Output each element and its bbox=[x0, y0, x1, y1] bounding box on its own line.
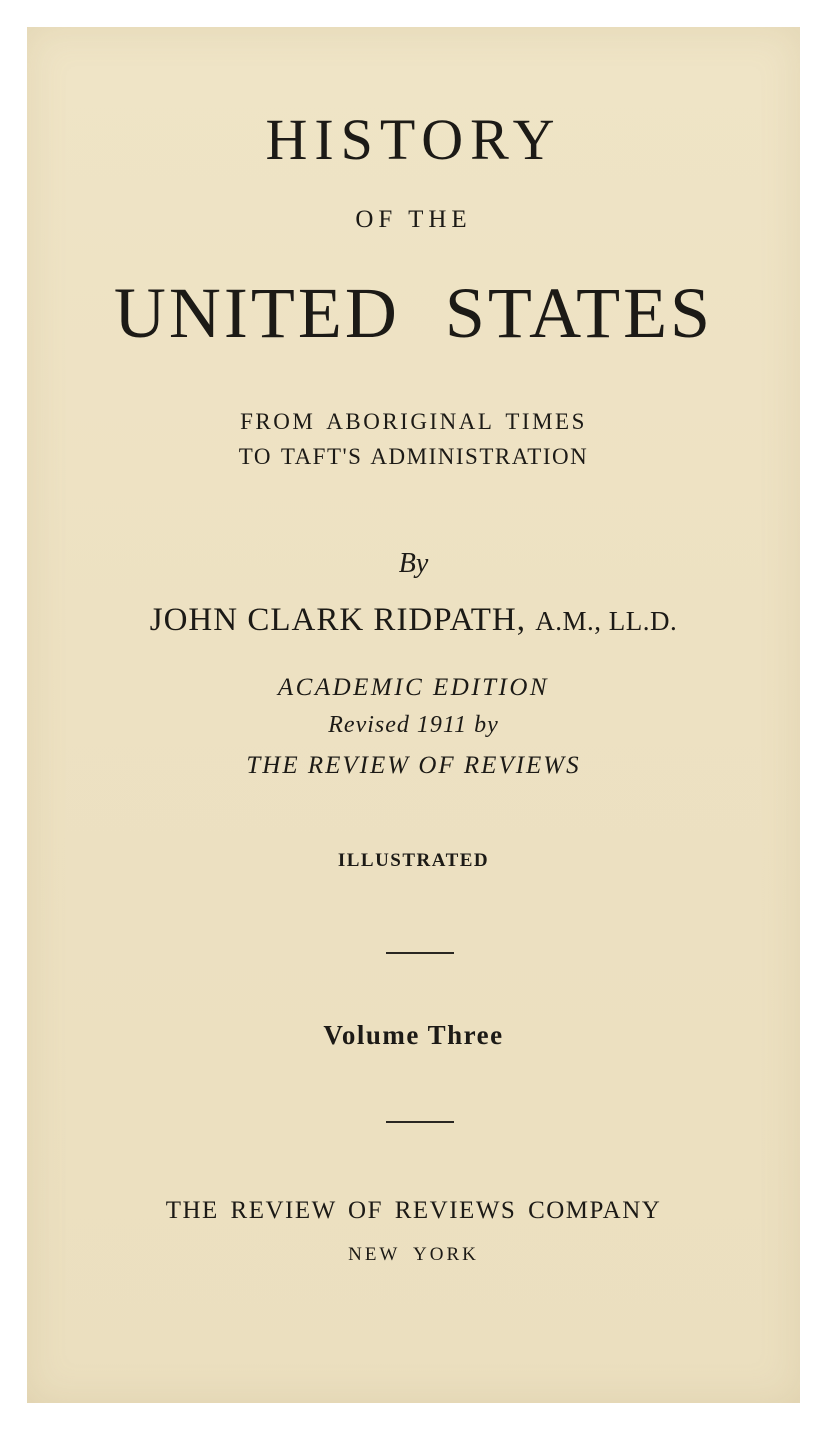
edition-line-3: THE REVIEW OF REVIEWS bbox=[246, 752, 581, 779]
publisher-city: NEW YORK bbox=[348, 1244, 479, 1265]
publisher-name: THE REVIEW OF REVIEWS COMPANY bbox=[165, 1197, 662, 1224]
book-title-united-states: UNITED STATES bbox=[113, 273, 714, 353]
author bbox=[27, 604, 800, 637]
divider-rule-top bbox=[386, 952, 454, 954]
subtitle-line-2: TO TAFT'S ADMINISTRATION bbox=[238, 444, 589, 469]
subtitle-line-1: FROM ABORIGINAL TIMES bbox=[240, 409, 587, 434]
author-degrees: A.M., LL.D. bbox=[535, 606, 678, 636]
edition-line-2: Revised 1911 by bbox=[328, 712, 499, 738]
book-title-of-the: OF THE bbox=[355, 206, 472, 233]
illustrated-label: ILLUSTRATED bbox=[337, 850, 490, 871]
divider-rule-bottom bbox=[386, 1121, 454, 1123]
volume-label: Volume Three bbox=[323, 1020, 504, 1050]
book-title-history: HISTORY bbox=[265, 107, 562, 172]
author-name: JOHN CLARK RIDPATH, bbox=[149, 602, 526, 638]
by-line: By bbox=[398, 548, 429, 579]
edition-line-1: ACADEMIC EDITION bbox=[277, 674, 550, 701]
title-page bbox=[27, 27, 800, 1403]
